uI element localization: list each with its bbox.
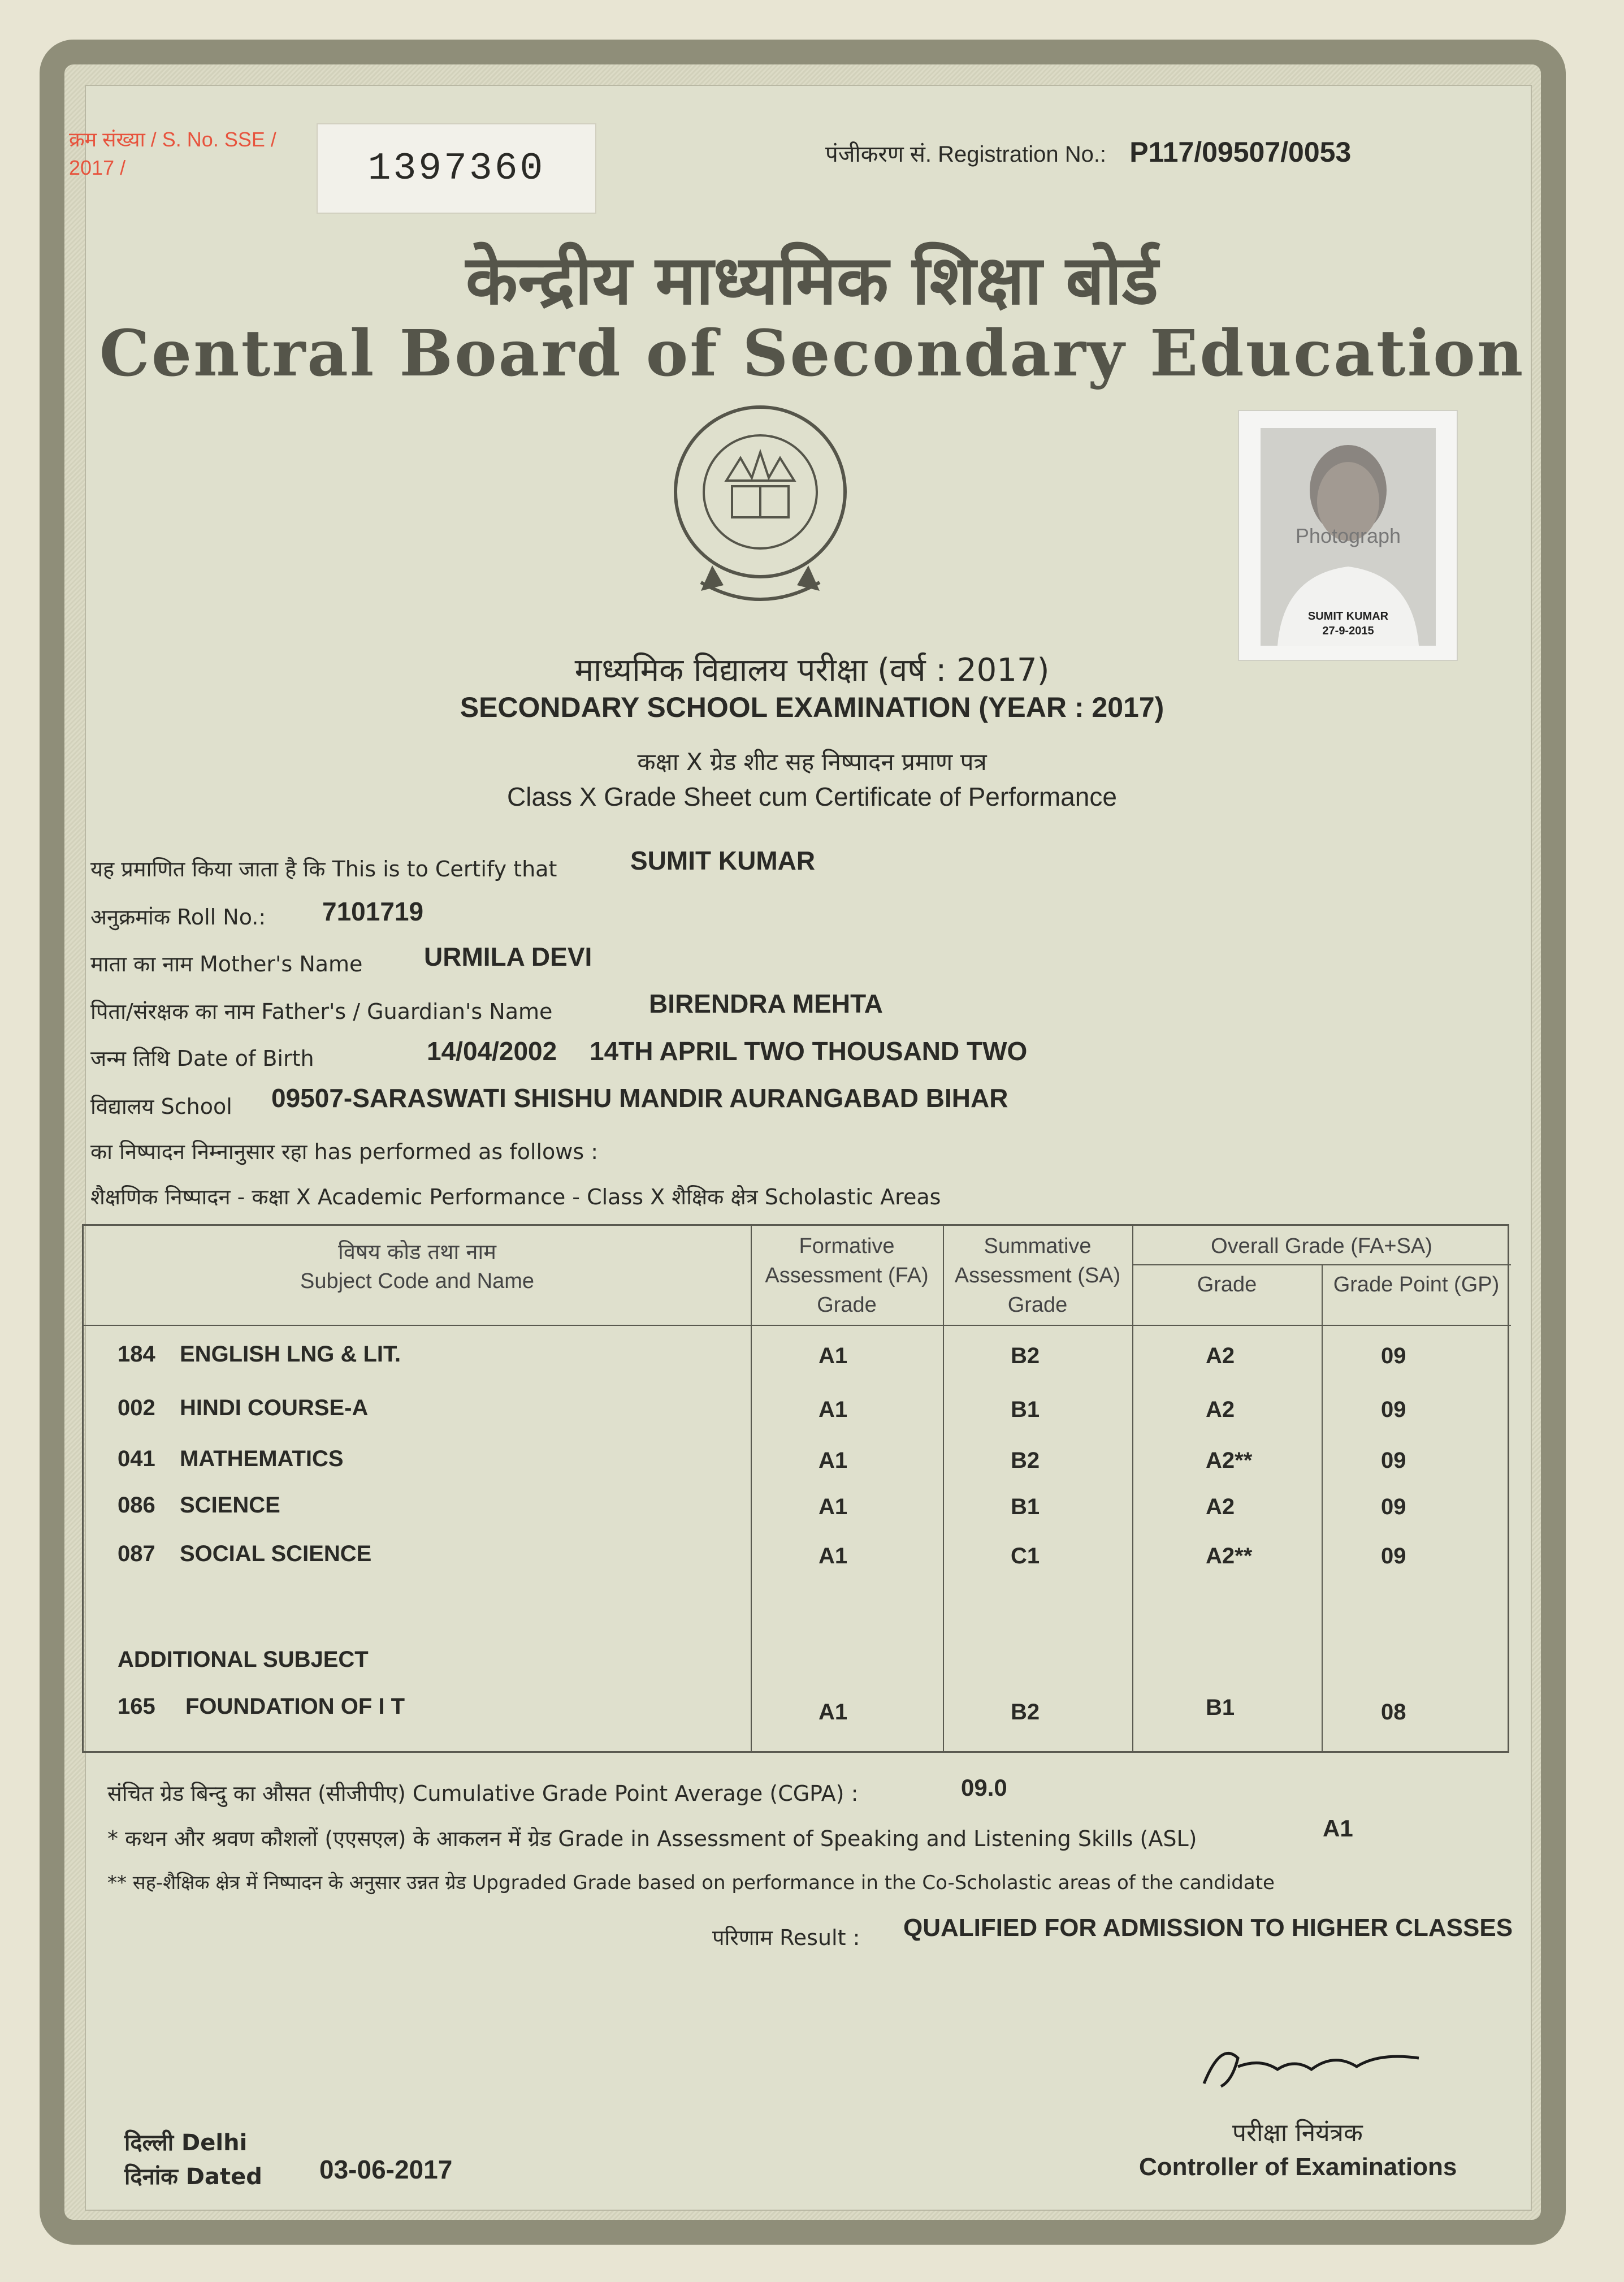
dob-words: 14TH APRIL TWO THOUSAND TWO — [590, 1036, 1028, 1066]
photo-caption-date: 27-9-2015 — [1322, 625, 1374, 637]
fa-grade: A1 — [819, 1343, 848, 1368]
roll-number: 7101719 — [322, 897, 424, 926]
grade-point: 09 — [1381, 1544, 1406, 1568]
sa-grade: B2 — [1011, 1448, 1040, 1473]
overall-header: Overall Grade (FA+SA) — [1211, 1234, 1432, 1258]
subject-code: 086 — [118, 1493, 155, 1518]
subject-code: 087 — [118, 1541, 155, 1566]
grade-point: 08 — [1381, 1700, 1406, 1725]
grade-point: 09 — [1381, 1397, 1406, 1422]
subject-header-hindi: विषय कोड तथा नाम — [337, 1239, 496, 1264]
photo-image — [1261, 428, 1436, 646]
roll-label: अनुक्रमांक Roll No.: — [90, 905, 266, 930]
serial-label: क्रम संख्या / S. No. SSE / 2017 / — [69, 128, 276, 179]
controller-hindi: परीक्षा नियंत्रक — [1232, 2119, 1363, 2147]
sa-grade: B2 — [1011, 1343, 1040, 1368]
father-label: पिता/संरक्षक का नाम Father's / Guardian's Name — [90, 999, 553, 1024]
subject-header — [84, 1237, 751, 1296]
sa-grade: B1 — [1011, 1397, 1040, 1422]
subject-name: HINDI COURSE-A — [180, 1395, 369, 1420]
sa-grade: C1 — [1011, 1544, 1040, 1568]
photo-caption — [1261, 609, 1436, 638]
student-photo — [1238, 410, 1458, 661]
sa-grade: B2 — [1011, 1700, 1040, 1725]
gp-header: Grade Point (GP) — [1333, 1273, 1500, 1296]
registration-number: P117/09507/0053 — [1129, 136, 1352, 168]
certify-label: यह प्रमाणित किया जाता है कि This is to Certify that — [90, 857, 557, 881]
upgrade-note: ** सह-शैक्षिक क्षेत्र में निष्पादन के अनुसार उन्नत ग्रेड Upgraded Grade based on performance in the Co-Scholastic areas of the candidate — [107, 1872, 1275, 1894]
fa-grade: A1 — [819, 1494, 848, 1519]
father-name: BIRENDRA MEHTA — [649, 989, 883, 1018]
board-name-english: Central Board of Secondary Education — [99, 317, 1525, 391]
subject-code: 165 — [118, 1694, 155, 1719]
asl-label: * कथन और श्रवण कौशलों (एएसएल) के आकलन में ग्रेड Grade in Assessment of Speaking and Listening Skills (ASL) — [107, 1826, 1197, 1851]
fa-grade: A1 — [819, 1700, 848, 1725]
result-label: परिणाम Result : — [712, 1925, 860, 1950]
issue-date: 03-06-2017 — [319, 2155, 453, 2184]
exam-title-english: SECONDARY SCHOOL EXAMINATION (YEAR : 2017) — [460, 691, 1164, 723]
overall-grade: A2** — [1206, 1448, 1253, 1473]
controller-english: Controller of Examinations — [1139, 2153, 1457, 2181]
subject-code: 002 — [118, 1395, 155, 1420]
signature-icon — [1198, 2035, 1424, 2092]
subject-name: SOCIAL SCIENCE — [180, 1541, 372, 1566]
registration — [825, 136, 1351, 168]
overall-grade: A2 — [1206, 1343, 1235, 1368]
mother-name: URMILA DEVI — [424, 942, 592, 971]
grades-table — [82, 1224, 1509, 1753]
board-name-hindi: केन्द्रीय माध्यमिक शिक्षा बोर्ड — [465, 241, 1159, 320]
fa-grade: A1 — [819, 1448, 848, 1473]
registration-label: पंजीकरण सं. Registration No.: — [825, 142, 1107, 167]
grade-point: 09 — [1381, 1494, 1406, 1519]
asl-grade: A1 — [1323, 1815, 1353, 1842]
mother-label: माता का नाम Mother's Name — [90, 952, 363, 976]
grade-point: 09 — [1381, 1343, 1406, 1368]
subject-code: 184 — [118, 1342, 155, 1367]
overall-grade: B1 — [1206, 1695, 1235, 1720]
overall-grade: A2** — [1206, 1544, 1253, 1568]
dob-label: जन्म तिथि Date of Birth — [90, 1046, 314, 1071]
subject-code: 041 — [118, 1446, 155, 1471]
sa-header: Summative Assessment (SA) Grade — [954, 1234, 1121, 1317]
fa-grade: A1 — [819, 1397, 848, 1422]
student-name: SUMIT KUMAR — [630, 846, 816, 875]
subject-name: SCIENCE — [180, 1493, 280, 1518]
grade-point: 09 — [1381, 1448, 1406, 1473]
subject-name: FOUNDATION OF I T — [185, 1694, 405, 1719]
overall-grade: A2 — [1206, 1397, 1235, 1422]
certificate-type-english: Class X Grade Sheet cum Certificate of Performance — [507, 782, 1117, 811]
cgpa-label: संचित ग्रेड बिन्दु का औसत (सीजीपीए) Cumulative Grade Point Average (CGPA) : — [107, 1781, 859, 1806]
subject-name: ENGLISH LNG & LIT. — [180, 1342, 401, 1367]
dated-label: दिनांक Dated — [124, 2164, 262, 2190]
grade-header: Grade — [1197, 1273, 1257, 1296]
subject-name: MATHEMATICS — [180, 1446, 344, 1471]
academic-label: शैक्षणिक निष्पादन - कक्षा X Academic Performance - Class X शैक्षिक क्षेत्र Scholastic Areas — [90, 1185, 941, 1209]
serial-number: 1397360 — [317, 123, 596, 214]
performed-label: का निष्पादन निम्नानुसार रहा has performed as follows : — [90, 1139, 599, 1164]
overall-grade: A2 — [1206, 1494, 1235, 1519]
photo-caption-name: SUMIT KUMAR — [1307, 610, 1389, 623]
result-value: QUALIFIED FOR ADMISSION TO HIGHER CLASSES — [903, 1914, 1513, 1942]
certificate-type-hindi: कक्षा X ग्रेड शीट सह निष्पादन प्रमाण पत्र — [637, 748, 987, 776]
sa-grade: B1 — [1011, 1494, 1040, 1519]
school-name: 09507-SARASWATI SHISHU MANDIR AURANGABAD BIHAR — [271, 1083, 1008, 1113]
cbse-emblem-icon — [673, 396, 848, 622]
fa-grade: A1 — [819, 1544, 848, 1568]
fa-header: Formative Assessment (FA) Grade — [765, 1234, 929, 1317]
cgpa-value: 09.0 — [961, 1774, 1007, 1801]
additional-subject-label: ADDITIONAL SUBJECT — [118, 1647, 369, 1672]
subject-header-english: Subject Code and Name — [300, 1269, 535, 1293]
exam-title-hindi: माध्यमिक विद्यालय परीक्षा (वर्ष : 2017) — [574, 652, 1050, 689]
photo-label: Photograph — [1295, 524, 1401, 547]
dob-value: 14/04/2002 — [427, 1036, 557, 1066]
place: दिल्ली Delhi — [124, 2130, 248, 2156]
school-label: विद्यालय School — [90, 1094, 232, 1119]
